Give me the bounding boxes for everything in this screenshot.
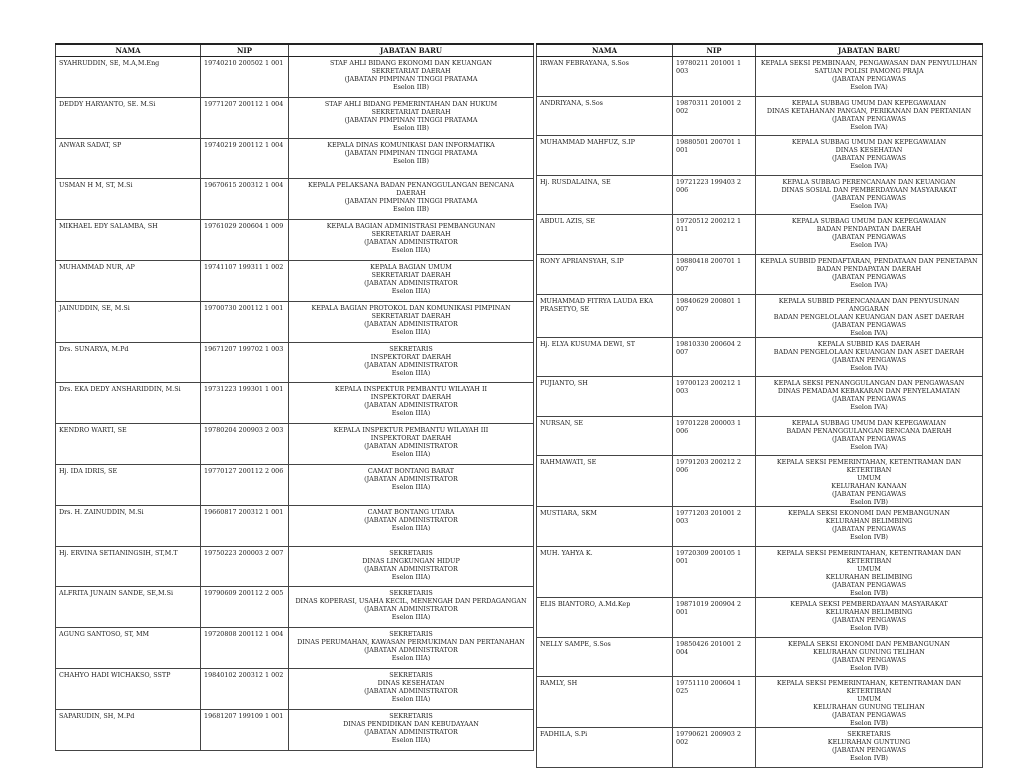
cell-jabatan bbox=[289, 424, 534, 465]
jabatan-line: SEKRETARIS bbox=[847, 730, 891, 739]
cell-jabatan bbox=[289, 709, 534, 750]
cell-nip: 19700730 200112 1 001 bbox=[201, 301, 289, 342]
cell-nama: ANDRIYANA, S.Sos bbox=[537, 96, 673, 136]
cell-nama: ABDUL AZIS, SE bbox=[537, 215, 673, 255]
cell-jabatan bbox=[756, 677, 983, 728]
jabatan-line: SEKRETARIAT DAERAH bbox=[371, 107, 451, 116]
jabatan-line: SEKRETARIS bbox=[389, 548, 433, 557]
cell-jabatan bbox=[289, 220, 534, 261]
jabatan-line: (JABATAN PENGAWAS bbox=[831, 615, 907, 624]
jabatan-line: Eselon IVA) bbox=[850, 403, 888, 412]
cell-nip: 19780211 201001 1 003 bbox=[673, 57, 756, 97]
cell-nip: 19701228 200003 1 006 bbox=[673, 416, 756, 456]
jabatan-line: DINAS KESEHATAN bbox=[835, 146, 903, 155]
jabatan-line: SATUAN POLISI PAMONG PRAJA bbox=[814, 67, 924, 75]
table-row bbox=[537, 456, 983, 507]
cell-nip: 19670615 200312 1 004 bbox=[201, 179, 289, 220]
cell-nama: ALFRITA JUNAIN SANDE, SE,M.Si bbox=[56, 587, 201, 628]
cell-jabatan bbox=[756, 136, 983, 176]
jabatan-line: Eselon IIIA) bbox=[391, 735, 431, 744]
jabatan-line: DINAS PEMADAM KEBAKARAN DAN PENYELAMATAN bbox=[777, 387, 961, 396]
jabatan-line: SEKRETARIS bbox=[389, 630, 433, 639]
cell-jabatan bbox=[756, 597, 983, 637]
jabatan-line: DAERAH bbox=[396, 189, 426, 198]
jabatan-line: (JABATAN PENGAWAS bbox=[831, 490, 907, 499]
cell-nama: FADHILA, S.Pi bbox=[537, 728, 673, 768]
cell-nip: 19731223 199301 1 001 bbox=[201, 383, 289, 424]
cell-nama: MUHAMMAD MAHFUZ, S.IP bbox=[537, 136, 673, 176]
cell-nip: 19880418 200701 1 007 bbox=[673, 254, 756, 294]
jabatan-line: DINAS LINGKUNGAN HIDUP bbox=[362, 556, 460, 565]
cell-nama: KENDRO WARTI, SE bbox=[56, 424, 201, 465]
jabatan-line: (JABATAN ADMINISTRATOR bbox=[364, 605, 458, 614]
table-row bbox=[56, 546, 534, 587]
jabatan-line: (JABATAN PENGAWAS bbox=[831, 580, 907, 589]
jabatan-line: KEPALA SUBBAG PERENCANAAN DAN KEUANGAN bbox=[782, 177, 956, 186]
header-jabatan: JABATAN BARU bbox=[756, 44, 983, 57]
jabatan-line: UMUM bbox=[857, 474, 881, 483]
table-row bbox=[537, 546, 983, 597]
cell-nama: NURSAN, SE bbox=[537, 416, 673, 456]
jabatan-line: (JABATAN PENGAWAS bbox=[831, 114, 907, 123]
jabatan-line: (JABATAN PENGAWAS bbox=[831, 655, 907, 664]
table-row bbox=[56, 179, 534, 220]
cell-jabatan bbox=[289, 260, 534, 301]
table-row bbox=[56, 260, 534, 301]
jabatan-line: (JABATAN ADMINISTRATOR bbox=[364, 564, 458, 573]
jabatan-line: (JABATAN PENGAWAS bbox=[831, 272, 907, 281]
jabatan-line: KEPALA SUBBAG UMUM DAN KEPEGAWAIAN bbox=[791, 98, 947, 107]
jabatan-line: (JABATAN PENGAWAS bbox=[831, 233, 907, 242]
jabatan-line: Eselon IVB) bbox=[849, 719, 889, 728]
cell-nip: 19791203 200212 2 006 bbox=[673, 456, 756, 507]
jabatan-line: (JABATAN PENGAWAS bbox=[831, 320, 907, 329]
cell-nip: 19750223 200003 2 007 bbox=[201, 546, 289, 587]
cell-jabatan bbox=[756, 96, 983, 136]
jabatan-line: DINAS PERUMAHAN, KAWASAN PERMUKIMAN DAN PERTANAHAN bbox=[297, 638, 525, 647]
cell-nip: 19761029 200604 1 009 bbox=[201, 220, 289, 261]
jabatan-line: DINAS KETAHANAN PANGAN, PERIKANAN DAN PERTANIAN bbox=[766, 106, 972, 115]
jabatan-line: Eselon IVB) bbox=[849, 533, 889, 542]
jabatan-line: (JABATAN PIMPINAN TINGGI PRATAMA bbox=[344, 148, 478, 157]
jabatan-line: Eselon IIIA) bbox=[391, 523, 431, 532]
table-row bbox=[56, 505, 534, 546]
jabatan-line: BADAN PENGELOLAAN KEUANGAN DAN ASET DAERAH bbox=[773, 347, 965, 356]
jabatan-line: KEPALA SEKSI PEMBINAAN, PENGAWASAN DAN PENYULUHAN bbox=[760, 59, 978, 67]
jabatan-line: KEPALA DINAS KOMUNIKASI DAN INFORMATIKA bbox=[327, 140, 495, 149]
table-header-row bbox=[56, 44, 534, 57]
table-row bbox=[537, 294, 983, 337]
jabatan-line: (JABATAN PENGAWAS bbox=[831, 434, 907, 443]
jabatan-line: Eselon IVA) bbox=[850, 328, 888, 337]
cell-nip: 19681207 199109 1 001 bbox=[201, 709, 289, 750]
jabatan-line: (JABATAN PIMPINAN TINGGI PRATAMA bbox=[344, 75, 478, 83]
jabatan-line: Eselon IIB) bbox=[392, 123, 429, 132]
jabatan-line: KEPALA BAGIAN UMUM bbox=[370, 262, 452, 271]
jabatan-line: Eselon IVA) bbox=[850, 363, 888, 372]
cell-jabatan bbox=[756, 254, 983, 294]
cell-nama: RONY APRIANSYAH, S.IP bbox=[537, 254, 673, 294]
table-row bbox=[537, 254, 983, 294]
jabatan-line: Eselon IIIA) bbox=[391, 246, 431, 255]
table-row bbox=[56, 464, 534, 505]
table-row bbox=[537, 175, 983, 215]
jabatan-line: UMUM bbox=[857, 695, 881, 704]
cell-nama: AGUNG SANTOSO, ST, MM bbox=[56, 628, 201, 669]
cell-nama: Drs. EKA DEDY ANSHARIDDIN, M.Si bbox=[56, 383, 201, 424]
jabatan-line: Eselon IIIA) bbox=[391, 613, 431, 622]
jabatan-line: (JABATAN PIMPINAN TINGGI PRATAMA bbox=[344, 115, 478, 124]
table-row bbox=[537, 337, 983, 377]
cell-nama: Hj. IDA IDRIS, SE bbox=[56, 464, 201, 505]
table-row bbox=[537, 377, 983, 417]
jabatan-line: KEPALA SEKSI PEMERINTAHAN, KETENTRAMAN DAN KETERTIBAN bbox=[776, 458, 962, 475]
jabatan-line: KELURAHAN BELIMBING bbox=[825, 572, 913, 581]
cell-jabatan bbox=[289, 464, 534, 505]
table-row bbox=[56, 587, 534, 628]
jabatan-line: INSPEKTORAT DAERAH bbox=[370, 434, 452, 443]
jabatan-line: KEPALA SEKSI EKONOMI DAN PEMBANGUNAN bbox=[788, 509, 950, 518]
cell-nip: 19870311 201001 2 002 bbox=[673, 96, 756, 136]
table-row bbox=[56, 138, 534, 179]
cell-nip: 19770127 200112 2 006 bbox=[201, 464, 289, 505]
jabatan-line: CAMAT BONTANG UTARA bbox=[367, 507, 455, 516]
jabatan-line: (JABATAN ADMINISTRATOR bbox=[364, 442, 458, 451]
jabatan-line: SEKRETARIS bbox=[389, 711, 433, 720]
table-row bbox=[56, 668, 534, 709]
cell-nama: DEDDY HARYANTO, SE. M.Si bbox=[56, 97, 201, 138]
cell-nip: 19671207 199702 1 003 bbox=[201, 342, 289, 383]
header-nama: NAMA bbox=[537, 44, 673, 57]
jabatan-line: Eselon IIB) bbox=[392, 156, 429, 165]
cell-nama: SAPARUDIN, SH, M.Pd bbox=[56, 709, 201, 750]
cell-nip: 19840629 200801 1 007 bbox=[673, 294, 756, 337]
jabatan-line: (JABATAN PENGAWAS bbox=[831, 75, 907, 83]
jabatan-line: BADAN PENANGGULANGAN BENCANA DAERAH bbox=[786, 426, 952, 435]
personnel-table-left bbox=[55, 43, 534, 751]
cell-nip: 19850426 201001 2 004 bbox=[673, 637, 756, 677]
table-row bbox=[56, 97, 534, 138]
cell-jabatan bbox=[289, 505, 534, 546]
jabatan-line: Eselon IIIA) bbox=[391, 572, 431, 581]
cell-jabatan bbox=[756, 294, 983, 337]
jabatan-line: Eselon IIIA) bbox=[391, 368, 431, 377]
cell-jabatan bbox=[289, 138, 534, 179]
jabatan-line: Eselon IVB) bbox=[849, 623, 889, 632]
jabatan-line: Eselon IVA) bbox=[850, 162, 888, 171]
header-nip: NIP bbox=[673, 44, 756, 57]
cell-jabatan bbox=[289, 97, 534, 138]
jabatan-line: KELURAHAN BELIMBING bbox=[825, 517, 913, 526]
jabatan-line: (JABATAN PENGAWAS bbox=[831, 355, 907, 364]
cell-nama: MUSTIARA, SKM bbox=[537, 507, 673, 547]
cell-jabatan bbox=[756, 337, 983, 377]
cell-nama: RAHMAWATI, SE bbox=[537, 456, 673, 507]
table-row bbox=[537, 215, 983, 255]
jabatan-line: SEKRETARIS bbox=[389, 670, 433, 679]
jabatan-line: KEPALA SEKSI PEMERINTAHAN, KETENTRAMAN DAN KETERTIBAN bbox=[776, 548, 962, 565]
table-row bbox=[56, 383, 534, 424]
jabatan-line: STAF AHLI BIDANG EKONOMI DAN KEUANGAN bbox=[330, 59, 492, 67]
jabatan-line: KEPALA INSPEKTUR PEMBANTU WILAYAH III bbox=[333, 426, 489, 435]
cell-nama: SYAHRUDDIN, SE, M.A,M.Eng bbox=[56, 57, 201, 98]
jabatan-line: INSPEKTORAT DAERAH bbox=[370, 352, 452, 361]
jabatan-line: KEPALA SEKSI PENANGGULANGAN DAN PENGAWASAN bbox=[773, 379, 965, 388]
jabatan-line: Eselon IVA) bbox=[850, 83, 888, 91]
cell-nama: Drs. H. ZAINUDDIN, M.Si bbox=[56, 505, 201, 546]
cell-nip: 19871019 200904 2 001 bbox=[673, 597, 756, 637]
cell-jabatan bbox=[756, 728, 983, 768]
jabatan-line: KEPALA SUBBID PERENCANAAN DAN PENYUSUNAN ANGGARAN bbox=[778, 296, 960, 313]
table-header-row bbox=[537, 44, 983, 57]
jabatan-line: DINAS KOPERASI, USAHA KECIL, MENENGAH DAN PERDAGANGAN bbox=[295, 597, 527, 606]
cell-jabatan bbox=[289, 57, 534, 98]
cell-nama: MUHAMMAD FITRYA LAUDA EKA PRASETYO, SE bbox=[537, 294, 673, 337]
jabatan-line: KEPALA INSPEKTUR PEMBANTU WILAYAH II bbox=[334, 385, 488, 394]
jabatan-line: Eselon IIIA) bbox=[391, 694, 431, 703]
jabatan-line: INSPEKTORAT DAERAH bbox=[370, 393, 452, 402]
table-row bbox=[56, 628, 534, 669]
jabatan-line: KEPALA SUBBAG UMUM DAN KEPEGAWAIAN bbox=[791, 138, 947, 147]
jabatan-line: KELURAHAN KANAAN bbox=[831, 482, 907, 491]
table-row bbox=[537, 136, 983, 176]
cell-nama: Hj. RUSDALAINA, SE bbox=[537, 175, 673, 215]
jabatan-line: KELURAHAN BELIMBING bbox=[825, 607, 913, 616]
jabatan-line: (JABATAN ADMINISTRATOR bbox=[364, 515, 458, 524]
jabatan-line: KEPALA SEKSI EKONOMI DAN PEMBANGUNAN bbox=[788, 639, 950, 648]
cell-nama: NELLY SAMPE, S.Sos bbox=[537, 637, 673, 677]
jabatan-line: BADAN PENDAPATAN DAERAH bbox=[816, 225, 922, 234]
jabatan-line: UMUM bbox=[857, 564, 881, 573]
jabatan-line: KEPALA BAGIAN PROTOKOL DAN KOMUNIKASI PIMPINAN bbox=[311, 303, 511, 312]
cell-nama: CHAHYO HADI WICHAKSO, SSTP bbox=[56, 668, 201, 709]
jabatan-line: BADAN PENGELOLAAN KEUANGAN DAN ASET DAERAH bbox=[773, 312, 965, 321]
table-row bbox=[537, 637, 983, 677]
jabatan-line: (JABATAN ADMINISTRATOR bbox=[364, 319, 458, 328]
jabatan-line: KEPALA SUBBAG UMUM DAN KEPEGAWAIAN bbox=[791, 418, 947, 427]
cell-nama: Hj. ERVINA SETIANINGSIH, ST,M.T bbox=[56, 546, 201, 587]
cell-nip: 19741107 199311 1 002 bbox=[201, 260, 289, 301]
cell-jabatan bbox=[756, 57, 983, 97]
jabatan-line: KELURAHAN GUNUNG TELIHAN bbox=[813, 703, 925, 712]
jabatan-line: KEPALA SEKSI PEMBERDAYAAN MASYARAKAT bbox=[790, 599, 948, 608]
jabatan-line: SEKRETARIAT DAERAH bbox=[371, 270, 451, 279]
header-jabatan: JABATAN BARU bbox=[289, 44, 534, 57]
cell-nip: 19810330 200604 2 007 bbox=[673, 337, 756, 377]
table-row bbox=[56, 342, 534, 383]
table-row bbox=[537, 677, 983, 728]
header-nama: NAMA bbox=[56, 44, 201, 57]
jabatan-line: SEKRETARIAT DAERAH bbox=[371, 67, 451, 75]
jabatan-line: Eselon IVA) bbox=[850, 241, 888, 250]
cell-nip: 19721223 199403 2 006 bbox=[673, 175, 756, 215]
cell-nama: RAMLY, SH bbox=[537, 677, 673, 728]
table-row bbox=[56, 709, 534, 750]
cell-nip: 19790621 200903 2 002 bbox=[673, 728, 756, 768]
jabatan-line: (JABATAN PENGAWAS bbox=[831, 154, 907, 163]
jabatan-line: Eselon IVA) bbox=[850, 201, 888, 210]
jabatan-line: Eselon IVA) bbox=[850, 442, 888, 451]
cell-nama: Hj. ELYA KUSUMA DEWI, ST bbox=[537, 337, 673, 377]
jabatan-line: KEPALA PELAKSANA BADAN PENANGGULANGAN BENCANA bbox=[308, 181, 514, 190]
cell-nip: 19771207 200112 1 004 bbox=[201, 97, 289, 138]
jabatan-line: (JABATAN PIMPINAN TINGGI PRATAMA bbox=[344, 197, 478, 206]
cell-nama: IRWAN FEBRAYANA, S.Sos bbox=[537, 57, 673, 97]
jabatan-line: KEPALA SUBBID KAS DAERAH bbox=[817, 339, 921, 348]
jabatan-line: KELURAHAN GUNUNG TELIHAN bbox=[813, 647, 925, 656]
cell-nama: Drs. SUNARYA, M.Pd bbox=[56, 342, 201, 383]
jabatan-line: Eselon IVB) bbox=[849, 663, 889, 672]
jabatan-line: (JABATAN ADMINISTRATOR bbox=[364, 727, 458, 736]
cell-nip: 19740219 200112 1 004 bbox=[201, 138, 289, 179]
cell-jabatan bbox=[289, 546, 534, 587]
cell-nama: MUH. YAHYA K. bbox=[537, 546, 673, 597]
jabatan-line: (JABATAN PENGAWAS bbox=[831, 395, 907, 404]
jabatan-line: Eselon IIIA) bbox=[391, 654, 431, 663]
cell-nip: 19880501 200701 1 001 bbox=[673, 136, 756, 176]
jabatan-line: (JABATAN ADMINISTRATOR bbox=[364, 278, 458, 287]
jabatan-line: (JABATAN PENGAWAS bbox=[831, 711, 907, 720]
jabatan-line: SEKRETARIS bbox=[389, 344, 433, 353]
cell-nama: PUJIANTO, SH bbox=[537, 377, 673, 417]
table-row bbox=[537, 507, 983, 547]
jabatan-line: (JABATAN PENGAWAS bbox=[831, 193, 907, 202]
jabatan-line: DINAS PENDIDIKAN DAN KEBUDAYAAN bbox=[343, 719, 479, 728]
jabatan-line: Eselon IIIA) bbox=[391, 409, 431, 418]
cell-jabatan bbox=[289, 342, 534, 383]
jabatan-line: (JABATAN PENGAWAS bbox=[831, 746, 907, 755]
cell-nama: USMAN H M, ST, M.Si bbox=[56, 179, 201, 220]
jabatan-line: STAF AHLI BIDANG PEMERINTAHAN DAN HUKUM bbox=[324, 99, 498, 108]
jabatan-line: DINAS KESEHATAN bbox=[377, 678, 445, 687]
table-row bbox=[537, 728, 983, 768]
cell-jabatan bbox=[289, 628, 534, 669]
jabatan-line: Eselon IIB) bbox=[392, 205, 429, 214]
cell-nama: ELIS BIANTORO, A.Md.Kep bbox=[537, 597, 673, 637]
jabatan-line: Eselon IIIA) bbox=[391, 450, 431, 459]
jabatan-line: (JABATAN ADMINISTRATOR bbox=[364, 401, 458, 410]
cell-jabatan bbox=[756, 507, 983, 547]
jabatan-line: KEPALA SUBBAG UMUM DAN KEPEGAWAIAN bbox=[791, 217, 947, 226]
table-row bbox=[56, 301, 534, 342]
jabatan-line: SEKRETARIS bbox=[389, 589, 433, 598]
jabatan-line: KEPALA SUBBID PENDAFTARAN, PENDATAAN DAN PENETAPAN bbox=[760, 256, 978, 265]
jabatan-line: BADAN PENDAPATAN DAERAH bbox=[816, 264, 922, 273]
jabatan-line: Eselon IIIA) bbox=[391, 327, 431, 336]
cell-jabatan bbox=[756, 377, 983, 417]
cell-jabatan bbox=[289, 301, 534, 342]
cell-jabatan bbox=[756, 637, 983, 677]
table-row bbox=[56, 57, 534, 98]
table-row bbox=[537, 96, 983, 136]
cell-jabatan bbox=[756, 546, 983, 597]
cell-jabatan bbox=[756, 175, 983, 215]
jabatan-line: SEKRETARIAT DAERAH bbox=[371, 230, 451, 239]
jabatan-line: DINAS SOSIAL DAN PEMBERDAYAAN MASYARAKAT bbox=[781, 185, 957, 194]
jabatan-line: Eselon IIB) bbox=[392, 83, 429, 91]
table-row bbox=[537, 57, 983, 97]
table-body-right bbox=[537, 57, 983, 768]
cell-nip: 19780204 200903 2 003 bbox=[201, 424, 289, 465]
jabatan-line: Eselon IVA) bbox=[850, 122, 888, 131]
jabatan-line: Eselon IIIA) bbox=[391, 286, 431, 295]
table-row bbox=[56, 424, 534, 465]
jabatan-line: (JABATAN PENGAWAS bbox=[831, 525, 907, 534]
table-body-left bbox=[56, 57, 534, 751]
jabatan-line: (JABATAN ADMINISTRATOR bbox=[364, 686, 458, 695]
cell-nip: 19840102 200312 1 002 bbox=[201, 668, 289, 709]
cell-jabatan bbox=[289, 668, 534, 709]
jabatan-line: (JABATAN ADMINISTRATOR bbox=[364, 646, 458, 655]
cell-jabatan bbox=[289, 383, 534, 424]
jabatan-line: Eselon IIIA) bbox=[391, 482, 431, 491]
personnel-table-right bbox=[536, 43, 983, 768]
cell-nip: 19790609 200112 2 005 bbox=[201, 587, 289, 628]
jabatan-line: (JABATAN ADMINISTRATOR bbox=[364, 474, 458, 483]
cell-nip: 19720512 200212 1 011 bbox=[673, 215, 756, 255]
table-row bbox=[537, 416, 983, 456]
cell-jabatan bbox=[756, 456, 983, 507]
jabatan-line: (JABATAN ADMINISTRATOR bbox=[364, 360, 458, 369]
cell-jabatan bbox=[289, 587, 534, 628]
jabatan-line: KEPALA SEKSI PEMERINTAHAN, KETENTRAMAN DAN KETERTIBAN bbox=[776, 679, 962, 696]
cell-nama: ANWAR SADAT, SP bbox=[56, 138, 201, 179]
cell-nama: MUHAMMAD NUR, AP bbox=[56, 260, 201, 301]
jabatan-line: (JABATAN ADMINISTRATOR bbox=[364, 238, 458, 247]
jabatan-line: SEKRETARIAT DAERAH bbox=[371, 311, 451, 320]
cell-nama: JAINUDDIN, SE, M.Si bbox=[56, 301, 201, 342]
cell-nip: 19700123 200212 1 003 bbox=[673, 377, 756, 417]
cell-nip: 19771203 201001 2 003 bbox=[673, 507, 756, 547]
table-row bbox=[56, 220, 534, 261]
jabatan-line: KEPALA BAGIAN ADMINISTRASI PEMBANGUNAN bbox=[326, 222, 496, 231]
cell-jabatan bbox=[289, 179, 534, 220]
jabatan-line: KELURAHAN GUNTUNG bbox=[827, 738, 911, 747]
cell-jabatan bbox=[756, 416, 983, 456]
jabatan-line: Eselon IVA) bbox=[850, 280, 888, 289]
table-row bbox=[537, 597, 983, 637]
cell-nip: 19751110 200604 1 025 bbox=[673, 677, 756, 728]
cell-nip: 19720309 200105 1 001 bbox=[673, 546, 756, 597]
cell-nama: MIKHAEL EDY SALAMBA, SH bbox=[56, 220, 201, 261]
cell-nip: 19740210 200502 1 001 bbox=[201, 57, 289, 98]
jabatan-line: CAMAT BONTANG BARAT bbox=[367, 466, 455, 475]
cell-nip: 19720808 200112 1 004 bbox=[201, 628, 289, 669]
jabatan-line: Eselon IVB) bbox=[849, 588, 889, 597]
jabatan-line: Eselon IVB) bbox=[849, 498, 889, 507]
cell-jabatan bbox=[756, 215, 983, 255]
cell-nip: 19660817 200312 1 001 bbox=[201, 505, 289, 546]
jabatan-line: Eselon IVB) bbox=[849, 754, 889, 763]
header-nip: NIP bbox=[201, 44, 289, 57]
